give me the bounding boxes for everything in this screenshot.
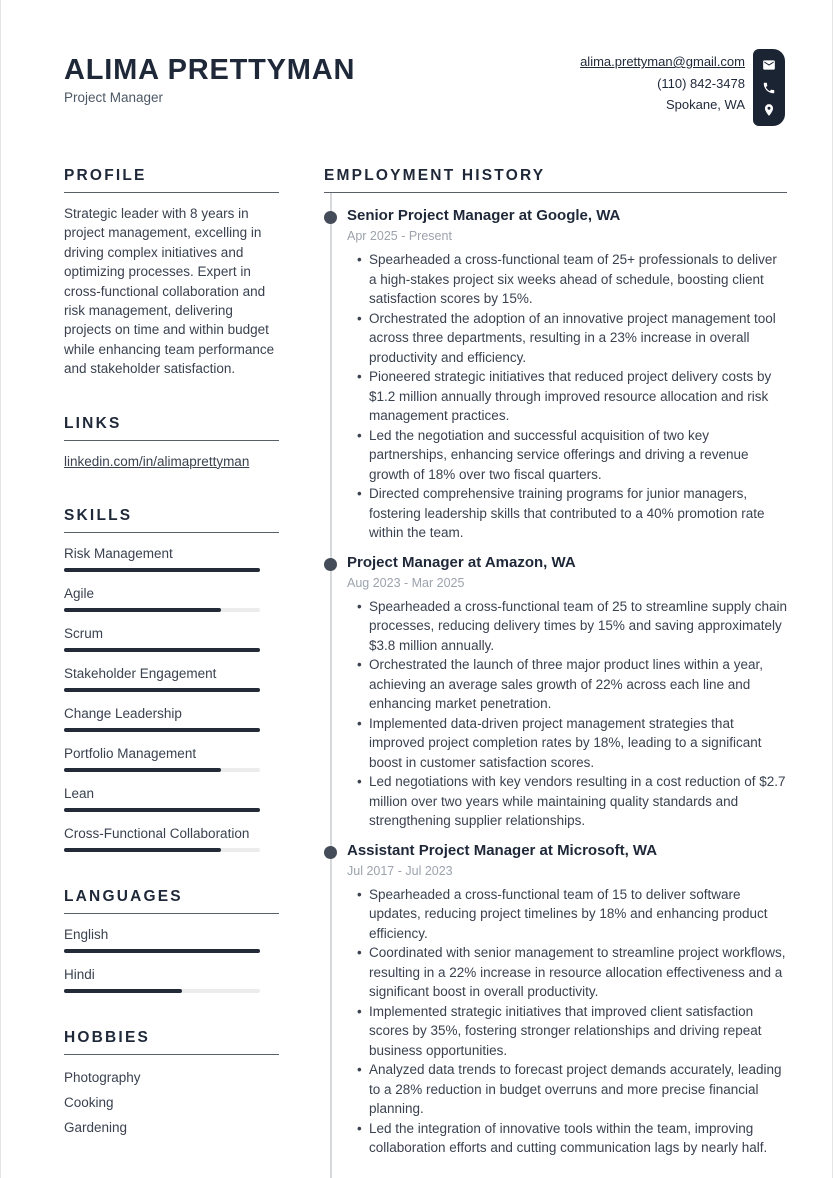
bullet-icon: •: [357, 252, 362, 267]
job-bullet-list: [347, 250, 787, 543]
bullet-icon: •: [357, 598, 362, 614]
skill-item: [64, 786, 279, 812]
skill-item-bar-fill: [64, 848, 221, 852]
language-item-bar-track: [64, 949, 260, 953]
skill-item: [64, 706, 279, 732]
bullet-text: Spearheaded a cross-functional team of 25 to streamline supply chain processes, reducing delivery times by 15% and saving approximately $3.8 million annually.: [369, 598, 787, 653]
bullet-text: Implemented strategic initiatives that improved client satisfaction scores by 35%, fostering stronger relationships and driving repeat business opportunities.: [369, 1003, 762, 1058]
job-bullet: [347, 655, 787, 714]
person-name: ALIMA PRETTYMAN: [64, 54, 356, 86]
job-bullet: [347, 714, 787, 773]
skill-item-bar-fill: [64, 728, 260, 732]
job-bullet: [347, 426, 787, 485]
language-item-bar-fill: [64, 949, 260, 953]
job-bullet: [347, 1060, 787, 1119]
skill-item-bar-track: [64, 648, 260, 652]
job-entry: [347, 206, 787, 543]
bullet-text: Directed comprehensive training programs for junior managers, fostering leadership skills that contributed to a 40% promotion rate within the team.: [369, 486, 765, 540]
skills-heading: SKILLS: [64, 507, 279, 533]
job-bullet-list: [347, 885, 787, 1158]
hobbies-section: [64, 1029, 279, 1140]
job-bullet: [347, 885, 787, 944]
job-entry: [347, 841, 787, 1158]
language-item-bar-track: [64, 989, 260, 993]
skill-item-label: Scrum: [64, 625, 104, 641]
profile-heading: PROFILE: [64, 167, 279, 193]
hobbies-heading: HOBBIES: [64, 1029, 279, 1055]
timeline-dot-icon: [324, 558, 337, 571]
bullet-icon: •: [357, 486, 362, 501]
links-heading: LINKS: [64, 415, 279, 441]
hobby-item: Gardening: [64, 1119, 128, 1135]
bullet-text: Analyzed data trends to forecast project demands accurately, leading to a 28% reduction in budget overruns and more precise financial planning.: [369, 1062, 782, 1116]
bullet-text: Orchestrated the adoption of an innovative project management tool across three departments, resulting in a 23% increase in overall productivity and efficiency.: [369, 310, 776, 365]
hobbies-list: [64, 1065, 279, 1140]
skill-item: [64, 666, 279, 692]
language-item: [64, 967, 279, 993]
job-title: Senior Project Manager at Google, WA: [347, 207, 621, 224]
bullet-text: Implemented data-driven project management strategies that improved project completion rates by 18%, leading to a significant boost in customer satisfaction scores.: [369, 715, 762, 770]
bullet-text: Pioneered strategic initiatives that reduced project delivery costs by $1.2 million annually through improved resource allocation and risk management practices.: [369, 369, 772, 423]
email-icon: [762, 58, 776, 72]
job-title: Project Manager at Amazon, WA: [347, 553, 576, 571]
languages-list: [64, 927, 279, 993]
job-entry: [347, 553, 787, 831]
skill-item-bar-track: [64, 808, 260, 812]
name-block: [64, 49, 355, 105]
bullet-text: Spearheaded a cross-functional team of 25+ professionals to deliver a high-stakes project six weeks ahead of schedule, boosting client satisfaction scores by 15%.: [369, 252, 777, 306]
employment-heading: EMPLOYMENT HISTORY: [324, 167, 787, 193]
employment-timeline: [330, 193, 787, 1178]
job-bullet-list: [347, 597, 787, 831]
bullet-icon: •: [357, 1062, 362, 1077]
skill-item-label: Risk Management: [64, 545, 173, 561]
bullet-text: Led negotiations with key vendors resulting in a cost reduction of $2.7 million over two years while maintaining quality standards and strengthening supplier relationships.: [369, 774, 786, 828]
skill-item-bar-track: [64, 768, 260, 772]
skill-item: [64, 746, 279, 772]
bullet-text: Led the negotiation and successful acquisition of two key partnerships, enhancing service offerings and driving a revenue growth of 18% over two fiscal quarters.: [369, 427, 749, 482]
bullet-text: Spearheaded a cross-functional team of 15 to deliver software updates, reducing project timelines by 18% and enhancing product efficiency.: [369, 886, 768, 941]
bullet-text: Led the integration of innovative tools within the team, improving collaboration efforts and cutting communication lags by nearly half.: [369, 1120, 768, 1155]
link-item: [64, 453, 279, 471]
hobby-item: Photography: [64, 1069, 141, 1085]
phone-number: (110) 842-3478: [657, 75, 745, 91]
language-item-label: English: [64, 926, 109, 942]
bullet-icon: •: [357, 886, 362, 902]
job-title: Assistant Project Manager at Microsoft, WA: [347, 841, 658, 859]
header: [64, 49, 785, 126]
bullet-text: Orchestrated the launch of three major product lines within a year, achieving an average sales growth of 22% across each line and enhancing market penetration.: [369, 657, 763, 711]
links-section: [64, 415, 279, 471]
contact-block: [580, 49, 785, 126]
job-bullet: [347, 484, 787, 543]
skill-item-bar-track: [64, 608, 260, 612]
timeline-dot-icon: [324, 846, 337, 859]
skill-item-bar-fill: [64, 568, 260, 572]
skill-item-label: Stakeholder Engagement: [64, 665, 217, 681]
job-bullet: [347, 943, 787, 1002]
skill-item-label: Portfolio Management: [64, 745, 197, 761]
bullet-icon: •: [357, 715, 362, 731]
phone-icon: [762, 81, 776, 95]
language-item-label: Hindi: [64, 966, 95, 982]
bullet-icon: •: [357, 657, 362, 672]
job-dates: Apr 2025 - Present: [347, 229, 452, 243]
profile-text: Strategic leader with 8 years in project management, excelling in driving complex initiatives and optimizing processes. Expert in cross-functional collaboration and risk management, delivering projects on time and within budget while enhancing team performance and stakeholder satisfaction.: [64, 206, 275, 377]
location-icon: [762, 103, 776, 117]
content-columns: [64, 167, 785, 1178]
languages-section: [64, 888, 279, 993]
sidebar: [64, 167, 279, 1178]
bullet-icon: •: [357, 1003, 362, 1019]
job-title-subtitle: Project Manager: [64, 90, 164, 105]
skill-item-bar-track: [64, 848, 260, 852]
links-list: [64, 453, 279, 471]
bullet-icon: •: [357, 945, 362, 960]
skill-item: [64, 826, 279, 852]
skill-item-bar-track: [64, 568, 260, 572]
skill-item-bar-track: [64, 728, 260, 732]
skill-item: [64, 586, 279, 612]
location-text: Spokane, WA: [665, 97, 745, 112]
job-dates: Aug 2023 - Mar 2025: [347, 575, 465, 590]
skill-item-label: Lean: [64, 785, 95, 801]
languages-heading: LANGUAGES: [64, 888, 279, 914]
bullet-icon: •: [357, 1120, 362, 1136]
skill-item-bar-track: [64, 688, 260, 692]
language-item: [64, 927, 279, 953]
skill-item-bar-fill: [64, 688, 260, 692]
job-bullet: [347, 250, 787, 309]
skill-item-bar-fill: [64, 608, 221, 612]
contact-icon-rail: [753, 49, 785, 126]
job-bullet: [347, 309, 787, 368]
skill-item-bar-fill: [64, 648, 260, 652]
bullet-icon: •: [357, 369, 362, 384]
job-bullet: [347, 597, 787, 656]
skill-item-bar-fill: [64, 808, 260, 812]
job-bullet: [347, 772, 787, 831]
skill-item: [64, 626, 279, 652]
contact-lines: [580, 49, 745, 116]
bullet-icon: •: [357, 774, 362, 789]
skills-section: [64, 507, 279, 852]
bullet-icon: •: [357, 310, 362, 326]
employment-column: [324, 167, 787, 1178]
skill-item-label: Change Leadership: [64, 705, 182, 721]
bullet-icon: •: [357, 427, 362, 443]
skills-list: [64, 546, 279, 852]
job-bullet: [347, 367, 787, 426]
skill-item-label: Cross-Functional Collaboration: [64, 825, 250, 841]
skill-item-label: Agile: [64, 585, 95, 601]
skill-item: [64, 546, 279, 572]
bullet-text: Coordinated with senior management to streamline project workflows, resulting in a 22% increase in resource allocation effectiveness and a significant boost in overall productivity.: [369, 945, 786, 999]
job-dates: Jul 2017 - Jul 2023: [347, 863, 453, 878]
linkedin-link[interactable]: linkedin.com/in/alimaprettyman: [64, 453, 250, 469]
skill-item-bar-fill: [64, 768, 221, 772]
job-bullet: [347, 1002, 787, 1061]
profile-section: [64, 167, 279, 379]
timeline-dot-icon: [324, 211, 337, 224]
email-link[interactable]: alima.prettyman@gmail.com: [580, 54, 745, 69]
hobby-item: Cooking: [64, 1094, 114, 1110]
job-bullet: [347, 1119, 787, 1158]
language-item-bar-fill: [64, 989, 182, 993]
